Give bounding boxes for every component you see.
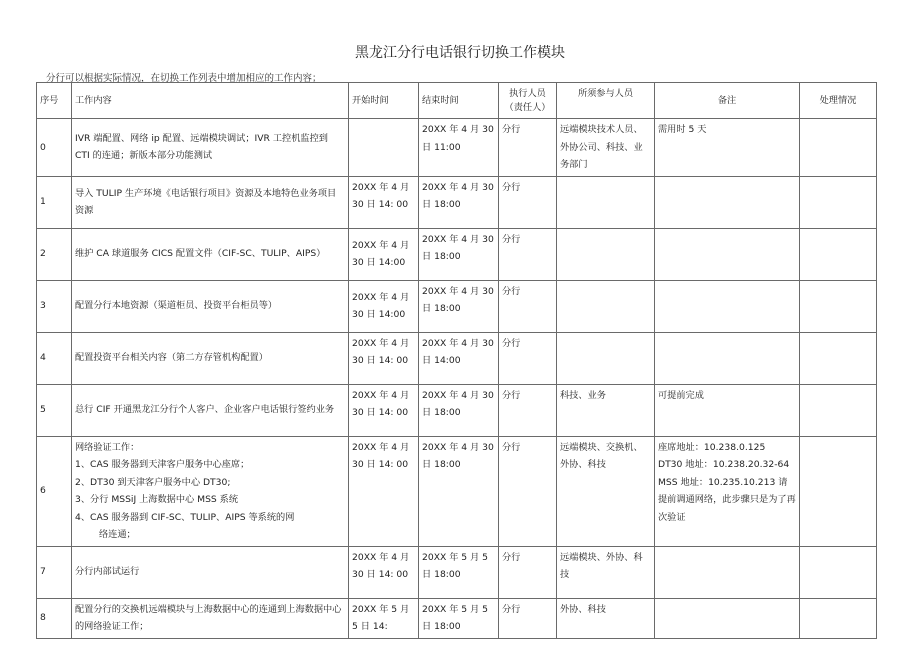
remark-line: 座席地址：10.238.0.125 xyxy=(658,441,766,453)
row-executor: 分行 xyxy=(499,546,557,598)
row-end: 20XX 年 4 月 30 日 11:00 xyxy=(419,119,499,177)
table-row xyxy=(37,280,877,332)
row-seq: 2 xyxy=(37,228,72,280)
row-end: 20XX 年 4 月 30 日 18:00 xyxy=(419,384,499,436)
row-end: 20XX 年 5 月 5 日 18:00 xyxy=(419,546,499,598)
header-status: 处理情况 xyxy=(800,83,877,119)
table-row xyxy=(37,332,877,384)
row-seq: 5 xyxy=(37,384,72,436)
row-seq: 8 xyxy=(37,598,72,638)
row-start xyxy=(349,119,419,177)
row-remarks xyxy=(655,228,800,280)
remark-line: DT30 地址：10.238.20.32-64 xyxy=(658,459,790,470)
row-end: 20XX 年 4 月 30 日 18:00 xyxy=(419,280,499,332)
row-seq: 6 xyxy=(37,436,72,546)
row-status xyxy=(800,332,877,384)
header-executor: 执行人员（责任人） xyxy=(499,83,557,119)
row-executor: 分行 xyxy=(499,598,557,638)
row-remarks xyxy=(655,176,800,228)
row-participants xyxy=(557,228,655,280)
table-row xyxy=(37,598,877,638)
row-participants: 远端模块、交换机、外协、科技 xyxy=(557,436,655,546)
header-start: 开始时间 xyxy=(349,83,419,119)
row-status xyxy=(800,119,877,177)
row-content: 分行内部试运行 xyxy=(72,546,349,598)
row-participants: 远端模块技术人员、外协公司、科技、业务部门 xyxy=(557,119,655,177)
table-row xyxy=(37,176,877,228)
row-status xyxy=(800,384,877,436)
row-executor: 分行 xyxy=(499,280,557,332)
row-end: 20XX 年 4 月 30 日 18:00 xyxy=(419,436,499,546)
row-seq: 0 xyxy=(37,119,72,177)
network-check-line: 3、分行 MSSiJ 上海数据中心 MSS 系统 xyxy=(75,494,239,505)
row-participants xyxy=(557,280,655,332)
row-status xyxy=(800,176,877,228)
row-executor: 分行 xyxy=(499,228,557,280)
row-participants: 科技、业务 xyxy=(557,384,655,436)
table-row xyxy=(37,228,877,280)
row-remarks xyxy=(655,280,800,332)
row-executor: 分行 xyxy=(499,176,557,228)
row-end: 20XX 年 4 月 30 日 18:00 xyxy=(419,176,499,228)
row-participants: 远端模块、外协、科技 xyxy=(557,546,655,598)
row-content: IVR 端配置、网络 ip 配置、远端模块调试；IVR 工控机监控到 CTI 的连通；新版本部分功能测试 xyxy=(72,119,349,177)
header-remarks: 备注 xyxy=(655,83,800,119)
row-participants xyxy=(557,176,655,228)
row-start: 20XX 年 4 月 30 日 14:00 xyxy=(349,228,419,280)
row-content: 导入 TULIP 生产环境《电话银行项目》资源及本地特色业务项目资源 xyxy=(72,176,349,228)
row-status xyxy=(800,546,877,598)
row-remarks xyxy=(655,598,800,638)
row-seq: 1 xyxy=(37,176,72,228)
network-check-line: 4、CAS 服务器到 CIF-SC、TULIP、AIPS 等系统的网 xyxy=(75,511,295,523)
row-status xyxy=(800,228,877,280)
network-check-line: 络连通； xyxy=(99,529,136,540)
row-seq: 4 xyxy=(37,332,72,384)
row-content: 配置投资平台相关内容（第二方存管机构配置） xyxy=(72,332,349,384)
row-status xyxy=(800,280,877,332)
row-content: 总行 CIF 开通黑龙江分行个人客户、企业客户电话银行签约业务 xyxy=(72,384,349,436)
network-check-line: 1、CAS 服务器到天津客户服务中心座席； xyxy=(75,459,250,470)
row-remarks xyxy=(655,546,800,598)
row-participants: 外协、科技 xyxy=(557,598,655,638)
row-start: 20XX 年 4 月 30 日 14: 00 xyxy=(349,332,419,384)
header-end: 结束时间 xyxy=(419,83,499,119)
row-executor: 分行 xyxy=(499,436,557,546)
table-row xyxy=(37,384,877,436)
work-table xyxy=(36,82,877,639)
row-end: 20XX 年 4 月 30 日 18:00 xyxy=(419,228,499,280)
table-row xyxy=(37,119,877,177)
row-content: 维护 CA 球道服务 CICS 配置文件（CIF-SC、TULIP、AIPS） xyxy=(72,228,349,280)
row-start: 20XX 年 4 月 30 日 14:00 xyxy=(349,280,419,332)
intro-note: 分行可以根据实际情况，在切换工作列表中增加相应的工作内容； xyxy=(46,73,322,84)
network-check-line: 网络验证工作： xyxy=(75,441,140,453)
row-status xyxy=(800,598,877,638)
page-title: 黑龙江分行电话银行切换工作模块 xyxy=(355,45,565,61)
row-start: 20XX 年 4 月 30 日 14: 00 xyxy=(349,436,419,546)
row-executor: 分行 xyxy=(499,384,557,436)
row-remarks xyxy=(655,436,800,546)
row-end: 20XX 年 5 月 5 日 18:00 xyxy=(419,598,499,638)
row-executor: 分行 xyxy=(499,119,557,177)
row-content xyxy=(72,436,349,546)
row-content: 配置分行的交换机远端模块与上海数据中心的连通到上海数据中心的网络验证工作； xyxy=(72,598,349,638)
row-seq: 3 xyxy=(37,280,72,332)
network-check-line: 2、DT30 到天津客户服务中心 DT30; xyxy=(75,476,231,488)
row-participants xyxy=(557,332,655,384)
row-start: 20XX 年 4 月 30 日 14: 00 xyxy=(349,384,419,436)
row-start: 20XX 年 5 月 5 日 14: xyxy=(349,598,419,638)
row-executor: 分行 xyxy=(499,332,557,384)
header-participants: 所须参与人员 xyxy=(557,83,655,119)
remark-line: MSS 地址：10.235.10.213 请提前调通网络，此步骤只是为了再次验证 xyxy=(658,476,796,523)
header-seq: 序号 xyxy=(37,83,72,119)
row-end: 20XX 年 4 月 30 日 14:00 xyxy=(419,332,499,384)
header-row xyxy=(37,83,877,119)
table-row xyxy=(37,546,877,598)
row-seq: 7 xyxy=(37,546,72,598)
row-content: 配置分行本地资源（渠道柜员、投资平台柜员等） xyxy=(72,280,349,332)
row-status xyxy=(800,436,877,546)
row-start: 20XX 年 4 月 30 日 14: 00 xyxy=(349,176,419,228)
row-remarks: 可提前完成 xyxy=(655,384,800,436)
header-content: 工作内容 xyxy=(72,83,349,119)
row-start: 20XX 年 4 月 30 日 14: 00 xyxy=(349,546,419,598)
row-remarks: 需用时 5 天 xyxy=(655,119,800,177)
table-row xyxy=(37,436,877,546)
row-remarks xyxy=(655,332,800,384)
